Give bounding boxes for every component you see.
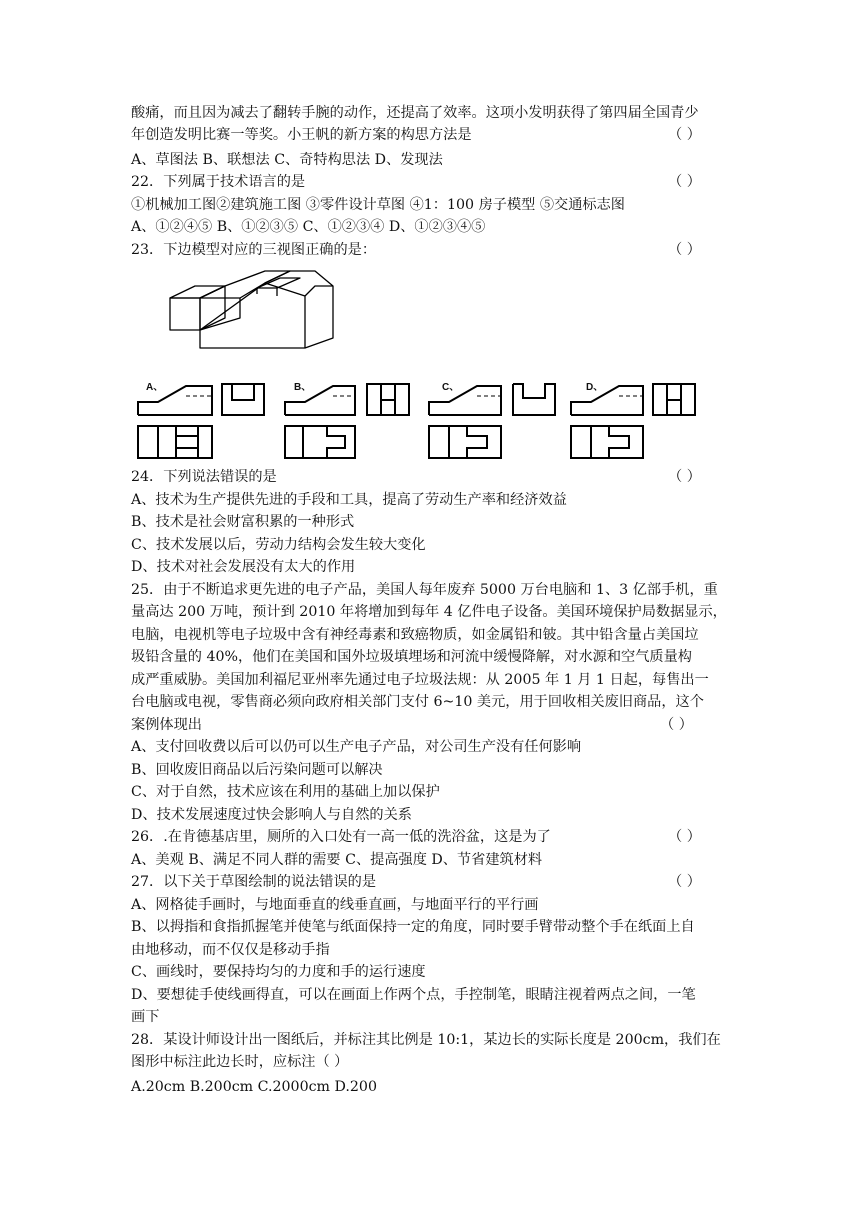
q26-options: A、美观 B、满足不同人群的需要 C、提高强度 D、节省建筑材料 (131, 852, 543, 868)
q28-line2: 图形中标注此边长时，应标注（ ） (131, 1054, 349, 1070)
q21-answer-paren: （ ） (668, 127, 701, 143)
q24-stem: 24．下列说法错误的是 (131, 469, 277, 485)
q27-option-b-line2: 由地移动，而不仅仅是移动手指 (131, 942, 330, 958)
option-c-label: C、 (442, 382, 460, 393)
option-a-views (136, 380, 266, 460)
q25-answer-paren: （ ） (660, 717, 693, 733)
option-b-views (283, 380, 413, 460)
q27-option-d-line1: D、要想徒手使线画得直，可以在画面上作两个点，手控制笔，眼睛注视着两点之间，一笔 (131, 987, 696, 1003)
q24-option-c: C、技术发展以后，劳动力结构会发生较大变化 (131, 537, 426, 553)
q24-option-b: B、技术是社会财富积累的一种形式 (131, 514, 355, 530)
q21-line1: 酸痛，而且因为减去了翻转手腕的动作，还提高了效率。这项小发明获得了第四届全国青少 (131, 105, 699, 121)
q27-option-a: A、网格徒手画时，与地面垂直的线垂直画，与地面平行的平行画 (131, 897, 539, 913)
q25-line-5: 成严重威胁。美国加利福尼亚州率先通过电子垃圾法规：从 2005 年 1 月 1 日起，每售出一 (131, 672, 709, 688)
q25-option-b: B、回收废旧商品以后污染问题可以解决 (131, 762, 383, 778)
q23-stem: 23．下边模型对应的三视图正确的是： (131, 242, 377, 258)
q25-option-a: A、支付回收费以后可以仍可以生产电子产品，对公司生产没有任何影响 (131, 739, 582, 755)
q25-line-6: 台电脑或电视，零售商必须向政府相关部门支付 6~10 美元，用于回收相关废旧商品，这个 (131, 694, 704, 710)
q25-line-4: 圾铅含量的 40%，他们在美国和国外垃圾填埋场和河流中缓慢降解，对水源和空气质量构 (131, 649, 692, 665)
q22-stem: 22．下列属于技术语言的是 (131, 174, 306, 190)
q23-answer-paren: （ ） (668, 242, 701, 258)
option-a-label: A、 (146, 382, 164, 393)
option-c-views (427, 380, 557, 460)
q24-option-a: A、技术为生产提供先进的手段和工具，提高了劳动生产率和经济效益 (131, 492, 567, 508)
q22-options: A、①②④⑤ B、①②③⑤ C、①②③④ D、①②③④⑤ (131, 219, 486, 235)
model-isometric-figure (165, 268, 340, 353)
q27-option-d-line2: 画下 (131, 1009, 160, 1025)
q25-line-7: 案例体现出 (131, 717, 202, 733)
q24-option-d: D、技术对社会发展没有太大的作用 (131, 559, 356, 575)
q22-answer-paren: （ ） (668, 174, 701, 190)
q21-options: A、草图法 B、联想法 C、奇特构思法 D、发现法 (131, 152, 443, 168)
q27-option-b-line1: B、以拇指和食指抓握笔并使笔与纸面保持一定的角度，同时要手臂带动整个手在纸面上自 (131, 919, 695, 935)
q27-stem: 27．以下关于草图绘制的说法错误的是 (131, 874, 377, 890)
q25-option-d: D、技术发展速度过快会影响人与自然的关系 (131, 807, 412, 823)
q25-line-3: 电脑，电视机等电子垃圾中含有神经毒素和致癌物质，如金属铅和铍。其中铅含量占美国垃 (131, 627, 699, 643)
q25-option-c: C、对于自然，技术应该在利用的基础上加以保护 (131, 784, 440, 800)
q28-options: A.20cm B.200cm C.2000cm D.200 (131, 1079, 377, 1095)
q28-line1: 28．某设计师设计出一图纸后，并标注其比例是 10:1，某边长的实际长度是 200cm，我们在 (131, 1032, 721, 1048)
q26-answer-paren: （ ） (668, 829, 701, 845)
q24-answer-paren: （ ） (668, 469, 701, 485)
q22-items: ①机械加工图②建筑施工图 ③零件设计草图 ④1：100 房子模型 ⑤交通标志图 (131, 197, 625, 213)
q26-stem: 26．.在肯德基店里，厕所的入口处有一高一低的洗浴盆，这是为了 (131, 829, 551, 845)
q27-answer-paren: （ ） (668, 874, 701, 890)
q25-line-2: 量高达 200 万吨，预计到 2010 年将增加到每年 4 亿件电子设备。美国环境保护局数据显示， (131, 604, 727, 620)
option-d-label: D、 (586, 382, 604, 393)
option-b-label: B、 (294, 382, 312, 393)
q27-option-c: C、画线时，要保持均匀的力度和手的运行速度 (131, 964, 426, 980)
q25-line-1: 25．由于不断追求更先进的电子产品，美国人每年废弃 5000 万台电脑和 1、3 亿部手机，重 (131, 582, 718, 598)
q21-line2: 年创造发明比赛一等奖。小王帆的新方案的构思方法是 (131, 127, 472, 143)
option-d-views (569, 380, 699, 460)
